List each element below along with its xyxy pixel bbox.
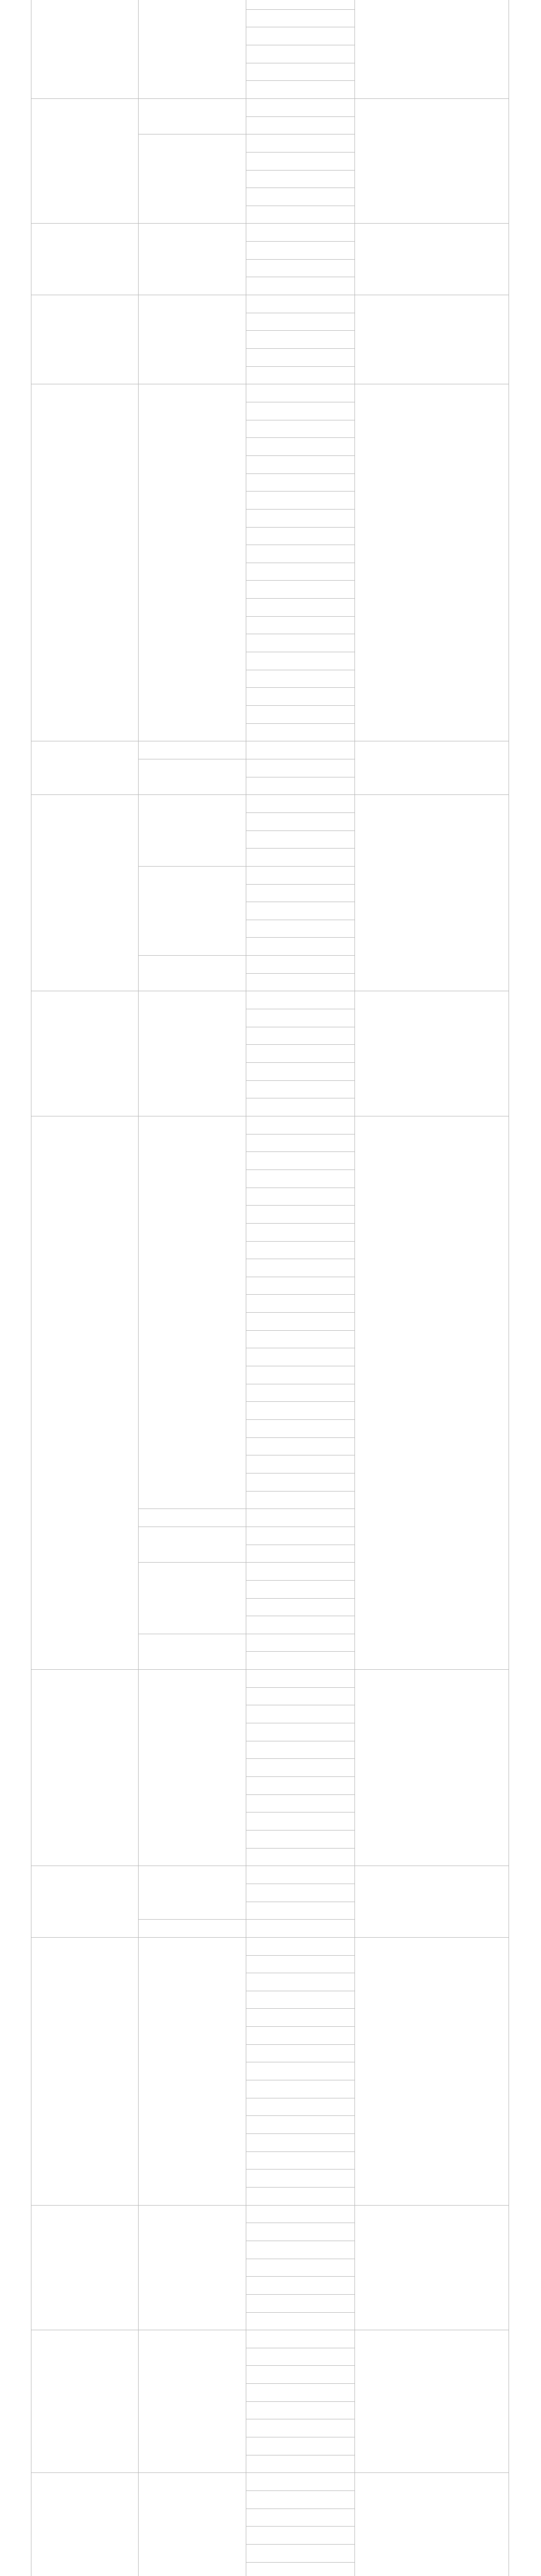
province-cell — [31, 991, 138, 1116]
subdistrict-cell — [246, 2098, 354, 2116]
row-rule — [246, 2026, 354, 2027]
district-cell — [138, 1527, 246, 1562]
district-cell — [138, 1919, 246, 1937]
subdistrict-cell — [246, 2223, 354, 2241]
subdistrict-cell — [246, 2062, 354, 2080]
row-rule — [246, 2401, 354, 2402]
district-cell — [138, 955, 246, 991]
row-rule — [246, 1776, 354, 1777]
subdistrict-cell — [246, 1241, 354, 1259]
quota-cell — [354, 794, 433, 991]
subdistrict-cell — [246, 2383, 354, 2401]
province-cell — [31, 741, 138, 794]
subdistrict-cell — [246, 402, 354, 420]
subdistrict-cell — [246, 1455, 354, 1473]
subdistrict-cell — [246, 1794, 354, 1812]
quota-cell — [354, 98, 433, 224]
row-rule — [246, 1437, 354, 1438]
row-rule — [246, 2008, 354, 2009]
row-rule — [138, 955, 354, 956]
row-rule — [246, 348, 354, 349]
subdistrict-cell — [246, 277, 354, 295]
row-rule — [246, 848, 354, 849]
district-cell — [138, 1937, 246, 2205]
subdistrict-cell — [246, 2169, 354, 2187]
subdistrict-cell — [246, 2544, 354, 2562]
subdistrict-cell — [246, 188, 354, 206]
subdistrict-cell — [246, 1312, 354, 1330]
subdistrict-cell — [246, 1616, 354, 1634]
row-rule — [246, 330, 354, 331]
subdistrict-cell — [246, 1223, 354, 1241]
subdistrict-cell — [246, 366, 354, 384]
subdistrict-cell — [246, 1687, 354, 1705]
row-rule — [246, 1955, 354, 1956]
subdistrict-cell — [246, 1098, 354, 1116]
row-rule — [246, 259, 354, 260]
province-cell — [31, 1937, 138, 2205]
subdistrict-cell — [246, 437, 354, 455]
subdistrict-cell — [246, 1384, 354, 1402]
subdistrict-cell — [246, 2490, 354, 2509]
district-cell — [138, 794, 246, 866]
subdistrict-cell — [246, 2509, 354, 2527]
province-cell — [31, 98, 138, 224]
quota-cell — [354, 991, 433, 1116]
row-rule — [246, 1598, 354, 1599]
row-rule — [246, 1151, 354, 1152]
quota-cell — [354, 2330, 433, 2472]
subdistrict-cell — [246, 1509, 354, 1527]
quota-cell — [354, 741, 433, 794]
subdistrict-cell — [246, 1973, 354, 1991]
province-cell — [31, 2205, 138, 2330]
subdistrict-cell — [246, 920, 354, 938]
subdistrict-cell — [246, 527, 354, 545]
row-rule — [246, 2133, 354, 2134]
subdistrict-cell — [246, 98, 354, 116]
subdistrict-cell — [246, 2044, 354, 2062]
hours-cell — [433, 223, 509, 295]
subdistrict-cell — [246, 1188, 354, 1206]
row-rule — [246, 437, 354, 438]
subdistrict-cell — [246, 206, 354, 224]
row-rule — [246, 616, 354, 617]
quota-cell — [354, 223, 433, 295]
subdistrict-cell — [246, 1758, 354, 1776]
subdistrict-cell — [246, 2526, 354, 2544]
row-rule — [246, 241, 354, 242]
row-rule — [31, 98, 509, 99]
row-rule — [246, 598, 354, 599]
row-rule — [246, 1401, 354, 1402]
row-rule — [246, 491, 354, 492]
subdistrict-cell — [246, 884, 354, 902]
row-rule — [246, 2365, 354, 2366]
province-cell — [31, 295, 138, 384]
hours-cell — [433, 1866, 509, 1937]
district-cell — [138, 1562, 246, 1634]
row-rule — [246, 1651, 354, 1652]
subdistrict-cell — [246, 1062, 354, 1080]
row-rule — [246, 580, 354, 581]
subdistrict-cell — [246, 1545, 354, 1563]
subdistrict-cell — [246, 1009, 354, 1027]
subdistrict-cell — [246, 634, 354, 652]
subdistrict-cell — [246, 2455, 354, 2473]
row-rule — [246, 1848, 354, 1849]
subdistrict-cell — [246, 902, 354, 920]
subdistrict-cell — [246, 1562, 354, 1580]
subdistrict-cell — [246, 1366, 354, 1384]
subdistrict-cell — [246, 652, 354, 670]
subdistrict-cell — [246, 45, 354, 63]
subdistrict-cell — [246, 313, 354, 331]
subdistrict-cell — [246, 2133, 354, 2151]
row-rule — [246, 1687, 354, 1688]
subdistrict-cell — [246, 1437, 354, 1455]
province-cell — [31, 0, 138, 98]
row-rule — [246, 2383, 354, 2384]
subdistrict-cell — [246, 0, 354, 9]
row-rule — [246, 2544, 354, 2545]
subdistrict-cell — [246, 1294, 354, 1312]
row-rule — [246, 1241, 354, 1242]
subdistrict-cell — [246, 27, 354, 45]
row-rule — [246, 1794, 354, 1795]
subdistrict-cell — [246, 2472, 354, 2490]
district-cell — [138, 295, 246, 384]
row-rule — [138, 1919, 354, 1920]
subdistrict-cell — [246, 991, 354, 1009]
hours-cell — [433, 98, 509, 224]
subdistrict-cell — [246, 1027, 354, 1045]
subdistrict-cell — [246, 1170, 354, 1188]
district-cell — [138, 1634, 246, 1669]
subdistrict-cell — [246, 1955, 354, 1973]
subdistrict-cell — [246, 794, 354, 812]
subdistrict-cell — [246, 259, 354, 277]
subdistrict-cell — [246, 866, 354, 884]
subdistrict-cell — [246, 1830, 354, 1848]
district-cell — [138, 1509, 246, 1527]
subdistrict-cell — [246, 63, 354, 81]
subdistrict-cell — [246, 134, 354, 152]
subdistrict-cell — [246, 580, 354, 598]
row-rule — [246, 2312, 354, 2313]
subdistrict-cell — [246, 1151, 354, 1170]
province-cell — [31, 1116, 138, 1669]
subdistrict-cell — [246, 705, 354, 723]
quota-cell — [354, 384, 433, 741]
district-cell — [138, 866, 246, 955]
subdistrict-cell — [246, 1705, 354, 1723]
district-cell — [138, 98, 246, 134]
quota-cell — [354, 1669, 433, 1866]
row-rule — [246, 2526, 354, 2527]
subdistrict-cell — [246, 1776, 354, 1794]
subdistrict-cell — [246, 848, 354, 866]
row-rule — [246, 2169, 354, 2170]
row-rule — [31, 2205, 509, 2206]
subdistrict-cell — [246, 2205, 354, 2223]
quota-cell — [354, 1937, 433, 2205]
subdistrict-cell — [246, 2026, 354, 2044]
subdistrict-cell — [246, 1723, 354, 1741]
subdistrict-cell — [246, 295, 354, 313]
subdistrict-cell — [246, 670, 354, 688]
row-rule — [246, 1419, 354, 1420]
subdistrict-cell — [246, 777, 354, 795]
hours-cell — [433, 794, 509, 991]
row-rule — [246, 80, 354, 81]
quota-cell — [354, 2472, 433, 2576]
row-rule — [246, 937, 354, 938]
hours-cell — [433, 2330, 509, 2472]
province-cell — [31, 2330, 138, 2472]
row-rule — [246, 884, 354, 885]
subdistrict-cell — [246, 1044, 354, 1062]
subdistrict-cell — [246, 170, 354, 188]
subdistrict-cell — [246, 2008, 354, 2026]
district-cell — [138, 1116, 246, 1509]
subdistrict-cell — [246, 2259, 354, 2277]
row-rule — [246, 2294, 354, 2295]
quota-cell — [354, 1866, 433, 1937]
subdistrict-cell — [246, 563, 354, 581]
district-cell — [138, 991, 246, 1116]
subdistrict-cell — [246, 2241, 354, 2259]
hours-cell — [433, 1669, 509, 1866]
row-rule — [246, 2044, 354, 2045]
subdistrict-cell — [246, 616, 354, 634]
hours-cell — [433, 1116, 509, 1669]
hours-cell — [433, 0, 509, 98]
subdistrict-cell — [246, 2348, 354, 2366]
row-rule — [246, 1491, 354, 1492]
district-cell — [138, 2330, 246, 2472]
row-rule — [246, 1044, 354, 1045]
subdistrict-cell — [246, 1205, 354, 1223]
subdistrict-cell — [246, 9, 354, 27]
row-rule — [246, 812, 354, 813]
row-rule — [246, 509, 354, 510]
subdistrict-cell — [246, 509, 354, 527]
subdistrict-cell — [246, 812, 354, 831]
subdistrict-cell — [246, 473, 354, 492]
subdistrict-cell — [246, 2562, 354, 2576]
row-rule — [246, 2490, 354, 2491]
row-rule — [246, 2187, 354, 2188]
row-rule — [31, 2472, 509, 2473]
row-rule — [31, 223, 509, 224]
subdistrict-cell — [246, 2330, 354, 2348]
row-rule — [246, 1080, 354, 1081]
subdistrict-cell — [246, 491, 354, 509]
district-cell — [138, 1866, 246, 1919]
subdistrict-cell — [246, 2080, 354, 2098]
subdistrict-cell — [246, 831, 354, 849]
row-rule — [246, 687, 354, 688]
subdistrict-cell — [246, 420, 354, 438]
row-rule — [246, 2115, 354, 2116]
row-rule — [246, 723, 354, 724]
hours-cell — [433, 384, 509, 741]
subdistrict-cell — [246, 2312, 354, 2330]
subdistrict-cell — [246, 2151, 354, 2170]
subdistrict-cell — [246, 384, 354, 402]
row-rule — [246, 705, 354, 706]
province-cell — [31, 1866, 138, 1937]
subdistrict-cell — [246, 1080, 354, 1098]
subdistrict-cell — [246, 116, 354, 134]
subdistrict-cell — [246, 1580, 354, 1598]
subdistrict-cell — [246, 455, 354, 473]
district-cell — [138, 2472, 246, 2576]
province-cell — [31, 794, 138, 991]
subdistrict-cell — [246, 1330, 354, 1348]
row-rule — [246, 9, 354, 10]
row-rule — [31, 1937, 509, 1938]
hours-cell — [433, 1937, 509, 2205]
subdistrict-cell — [246, 2115, 354, 2133]
row-rule — [246, 170, 354, 171]
row-rule — [246, 116, 354, 117]
subdistrict-cell — [246, 1848, 354, 1866]
subdistrict-cell — [246, 2294, 354, 2312]
subdistrict-cell — [246, 1866, 354, 1884]
row-rule — [246, 1312, 354, 1313]
subdistrict-cell — [246, 348, 354, 366]
row-rule — [246, 1830, 354, 1831]
subdistrict-cell — [246, 80, 354, 98]
row-rule — [246, 1205, 354, 1206]
hours-cell — [433, 295, 509, 384]
subdistrict-cell — [246, 1473, 354, 1491]
subdistrict-cell — [246, 1419, 354, 1437]
row-rule — [246, 973, 354, 974]
district-cell — [138, 223, 246, 295]
subdistrict-cell — [246, 973, 354, 991]
district-cell — [138, 741, 246, 759]
subdistrict-cell — [246, 152, 354, 170]
subdistrict-cell — [246, 955, 354, 973]
row-rule — [246, 455, 354, 456]
subdistrict-cell — [246, 1902, 354, 1920]
subdistrict-cell — [246, 2437, 354, 2455]
district-cell — [138, 0, 246, 98]
subdistrict-cell — [246, 2365, 354, 2383]
subdistrict-cell — [246, 741, 354, 759]
row-rule — [246, 366, 354, 367]
subdistrict-cell — [246, 2419, 354, 2437]
subdistrict-cell — [246, 1116, 354, 1134]
district-cell — [138, 384, 246, 741]
row-rule — [246, 1758, 354, 1759]
subdistrict-cell — [246, 1277, 354, 1295]
subdistrict-cell — [246, 241, 354, 259]
hours-cell — [433, 991, 509, 1116]
subdistrict-cell — [246, 1669, 354, 1687]
row-rule — [246, 1223, 354, 1224]
quota-cell — [354, 0, 433, 98]
row-rule — [246, 2151, 354, 2152]
row-rule — [138, 866, 354, 867]
subdistrict-cell — [246, 330, 354, 348]
subdistrict-cell — [246, 1741, 354, 1759]
subdistrict-cell — [246, 1401, 354, 1419]
quota-cell — [354, 1116, 433, 1669]
subdistrict-cell — [246, 1651, 354, 1669]
row-rule — [138, 1562, 354, 1563]
quota-cell — [354, 2205, 433, 2330]
row-rule — [31, 794, 509, 795]
quota-cell — [354, 295, 433, 384]
hours-cell — [433, 2472, 509, 2576]
row-rule — [31, 1669, 509, 1670]
subdistrict-cell — [246, 2187, 354, 2205]
subdistrict-cell — [246, 2276, 354, 2294]
subdistrict-cell — [246, 1527, 354, 1545]
subdistrict-cell — [246, 598, 354, 616]
province-cell — [31, 223, 138, 295]
subdistrict-cell — [246, 1134, 354, 1152]
province-cell — [31, 384, 138, 741]
row-rule — [246, 1330, 354, 1331]
hours-cell — [433, 741, 509, 794]
subdistrict-cell — [246, 1884, 354, 1902]
province-cell — [31, 2472, 138, 2576]
row-rule — [246, 527, 354, 528]
subdistrict-cell — [246, 1991, 354, 2009]
row-rule — [246, 2562, 354, 2563]
subdistrict-cell — [246, 223, 354, 241]
district-cell — [138, 1669, 246, 1866]
subdistrict-cell — [246, 1259, 354, 1277]
subdistrict-cell — [246, 2401, 354, 2419]
row-rule — [246, 2276, 354, 2277]
subdistrict-cell — [246, 937, 354, 955]
subdistrict-cell — [246, 759, 354, 777]
subdistrict-cell — [246, 1491, 354, 1509]
subdistrict-cell — [246, 1348, 354, 1366]
subdistrict-cell — [246, 1937, 354, 1955]
subdistrict-cell — [246, 687, 354, 705]
row-rule — [246, 1294, 354, 1295]
district-cell — [138, 759, 246, 794]
subdistrict-cell — [246, 1812, 354, 1830]
district-cell — [138, 2205, 246, 2330]
row-rule — [246, 473, 354, 474]
subdistrict-cell — [246, 1598, 354, 1616]
row-rule — [246, 1580, 354, 1581]
province-cell — [31, 1669, 138, 1866]
subdistrict-cell — [246, 545, 354, 563]
district-cell — [138, 134, 246, 223]
subdistrict-cell — [246, 1634, 354, 1652]
subdistrict-cell — [246, 1919, 354, 1937]
subdistrict-cell — [246, 723, 354, 741]
hours-cell — [433, 2205, 509, 2330]
row-rule — [246, 1062, 354, 1063]
